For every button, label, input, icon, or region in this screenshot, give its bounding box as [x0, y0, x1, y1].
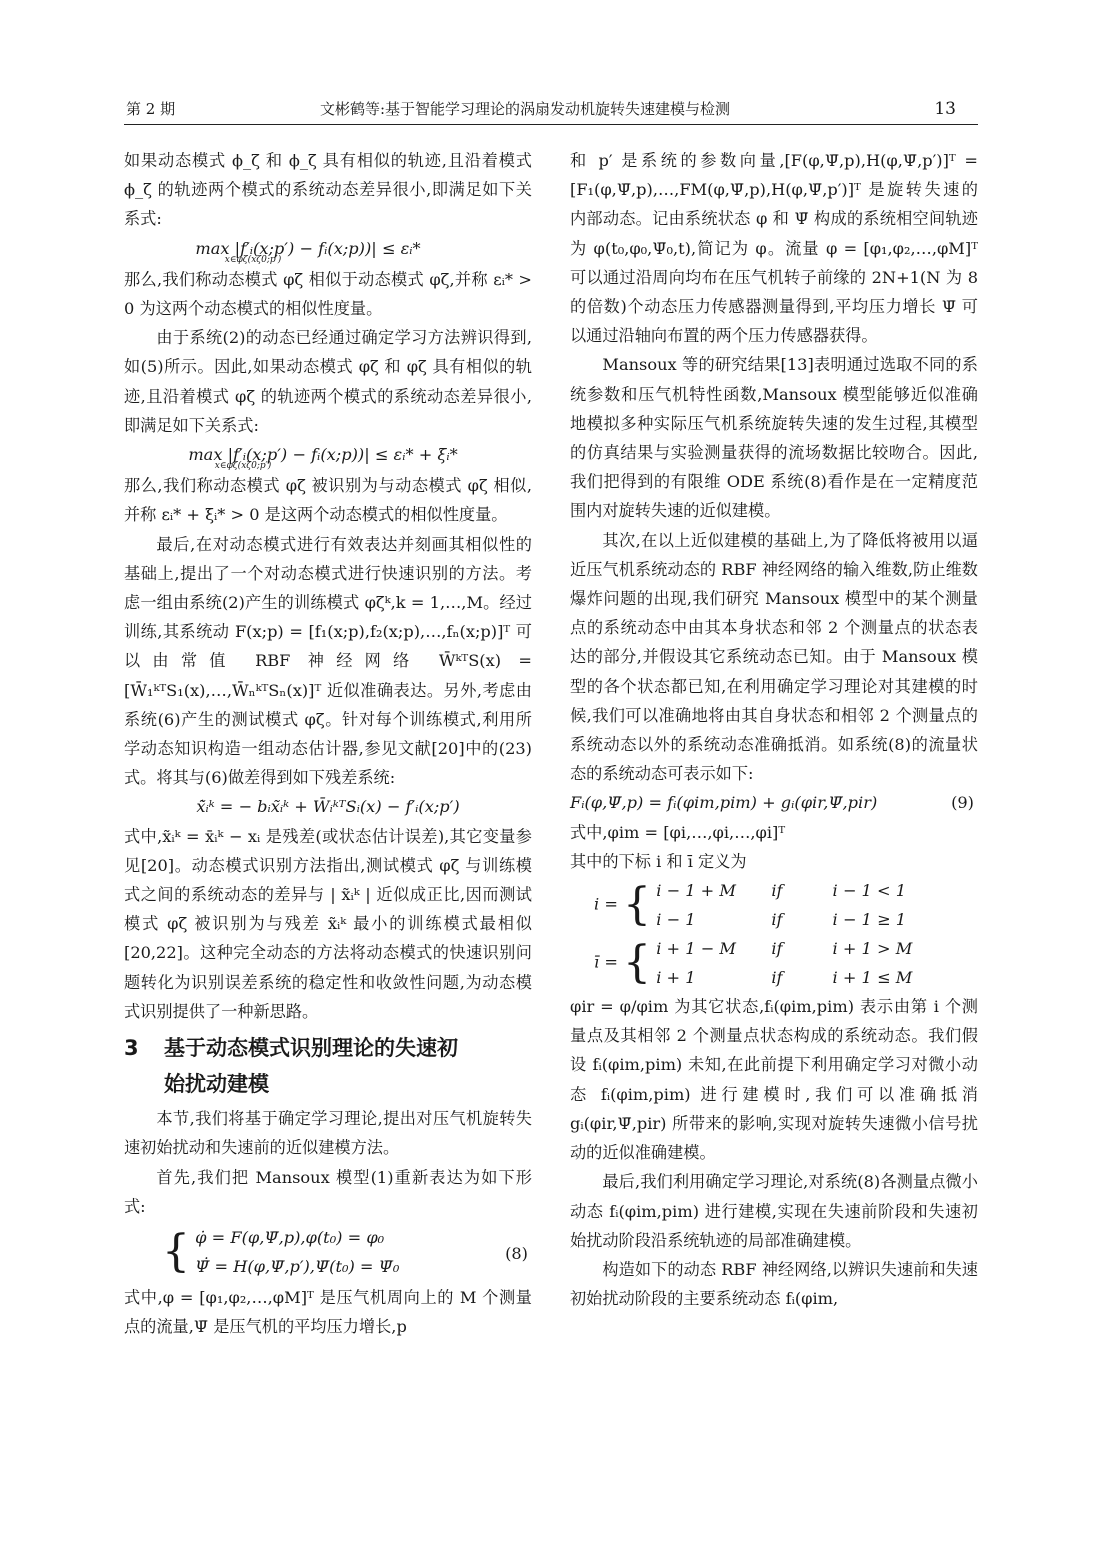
paragraph: 其次,在以上近似建模的基础上,为了降低将被用以逼近压气机系统动态的 RBF 神经网络的输入维数,防止维数爆炸问题的出现,我们研究 Mansoux 模型中的某个测量点的系统动态中由其本身状态和邻 2 个测量点的状态表达的部分,并假设其它系统动态已知。由于 Mansoux 模型的各个状态都已知,在利用确定学习理论对其建模的时候,我们可以准确地将由其自身状态和相邻 2 个测量点的系统动态以外的系统动态准确抵消。如系统(8)的流量状态的系统动态可表示如下: — [570, 530, 978, 784]
paragraph: 那么,我们称动态模式 φζ 被识别为与动态模式 φζ 相似,并称 εᵢ* + ξᵢ* > 0 是这两个动态模式的相似性度量。 — [124, 476, 532, 525]
running-header — [124, 96, 978, 125]
left-column — [124, 146, 532, 1341]
paragraph: φir = φ/φim 为其它状态,fᵢ(φim,pim) 表示由第 i 个测量点及其相邻 2 个测量点状态构成的系统动态。我们假设 fᵢ(φim,pim) 未知,在此前提下利用确定学习对微小动态 fᵢ(φim,pim) 进行建模时,我们可以准确抵消 gᵢ(φir,Ψ̄,pir) 所带来的影响,实现对旋转失速微小信号扰动的近似准确建模。 — [570, 997, 978, 1163]
paragraph: 本节,我们将基于确定学习理论,提出对压气机旋转失速初始扰动和失速前的近似建模方法。 — [124, 1109, 532, 1158]
issue-number: 第 2 期 — [126, 100, 176, 118]
section-title-line1: 基于动态模式识别理论的失速初 — [164, 1036, 458, 1061]
equation-subscript: x∈φζ(xζ0;p′) — [214, 461, 272, 472]
paragraph: 最后,我们利用确定学习理论,对系统(8)各测量点微小动态 fᵢ(φim,pim) 进行建模,实现在失速前阶段和失速初始扰动阶段沿系统轨迹的局部准确建模。 — [570, 1172, 978, 1250]
index-definition-upper: ī = { i + 1 − M i + 1 if if i + 1 > M i + 1 ≤ M — [594, 937, 913, 989]
section-title-line2: 始扰动建模 — [164, 1072, 269, 1097]
paragraph: 和 p′ 是系统的参数向量,[F(φ,Ψ̄,p),H(φ,Ψ̄,p′)]ᵀ = [F₁(φ,Ψ̄,p),…,FM(φ,Ψ̄,p),H(φ,Ψ̄,p′)]ᵀ 是旋转失速的内部动态。记由系统状态 φ 和 Ψ̄ 构成的系统相空间轨迹为 φ(t₀,φ₀,Ψ̄₀,t),简记为 φ。流量 φ = [φ₁,φ₂,…,φM]ᵀ 可以通过沿周向均布在压气机转子前缘的 2N+1(N 为 8 的倍数)个动态压力传感器测量得到,平均压力增长 Ψ̄ 可以通过沿轴向布置的两个压力传感器获得。 — [570, 151, 978, 346]
equation-number: (8) — [505, 1243, 528, 1263]
paragraph: 式中,φim = [φi,…,φi,…,φi]ᵀ — [570, 822, 786, 842]
equation-9: Fᵢ(φ,Ψ̄,p) = fᵢ(φim,pim) + gᵢ(φir,Ψ̄,pir) (9) — [570, 788, 978, 817]
paragraph: 如果动态模式 ϕ_ζ 和 ϕ_ζ 具有相似的轨迹,且沿着模式 ϕ_ζ 的轨迹两个模式的系统动态差异很小,即满足如下关系式: — [124, 151, 532, 229]
paragraph: 式中,x̃ᵢᵏ = x̄ᵢᵏ − xᵢ 是残差(或状态估计误差),其它变量参见[20]。动态模式识别方法指出,测试模式 φζ 与训练模式之间的系统动态的差异与 | x̃ᵢᵏ | 近似成正比,因而测试模式 φζ 被识别为与残差 x̃ᵢᵏ 最小的训练模式最相似[20,22]。这种完全动态的方法将动态模式的快速识别问题转化为识别误差系统的稳定性和收敛性问题,为动态模式识别提供了一种新思路。 — [124, 826, 532, 1021]
running-title: 文彬鹤等:基于智能学习理论的涡扇发动机旋转失速建模与检测 — [320, 100, 731, 118]
paragraph: 那么,我们称动态模式 φζ 相似于动态模式 φζ,并称 εᵢ* > 0 为这两个动态模式的相似性度量。 — [124, 269, 532, 319]
equation-residual: x̃̇ᵢᵏ = − bᵢx̃ᵢᵏ + W̄ᵢᵏᵀSᵢ(x) − f′ᵢ(x;p′) — [196, 797, 460, 817]
paragraph: 其中的下标 i 和 ī 定义为 — [570, 851, 747, 871]
section-number: 3 — [124, 1036, 139, 1061]
page-number: 13 — [934, 99, 956, 119]
equation-system-8: { φ̇ = F(φ,Ψ̄,p),φ(t₀) = φ₀ Ψ̄̇ = H(φ,Ψ̄,p′),Ψ̄(t₀) = Ψ̄₀ (8) — [162, 1225, 528, 1277]
equation-number: (9) — [951, 793, 974, 813]
equation-recognition: max |f′ᵢ(x;p′) − fᵢ(x;p))| ≤ εᵢ* + ξᵢ* — [188, 445, 458, 465]
right-column — [570, 146, 978, 1313]
paragraph: Mansoux 等的研究结果[13]表明通过选取不同的系统参数和压气机特性函数,Mansoux 模型能够近似准确地模拟多种实际压气机系统旋转失速的发生过程,其模型的仿真结果与实验测量获得的流场数据比较吻合。因此,我们把得到的有限维 ODE 系统(8)看作是在一定精度范围内对旋转失速的近似建模。 — [570, 355, 978, 521]
index-definition-lower: i = { i − 1 + M i − 1 if if i − 1 < 1 i − 1 ≥ 1 — [594, 879, 906, 931]
paragraph: 由于系统(2)的动态已经通过确定学习方法辨识得到,如(5)所示。因此,如果动态模式 φζ 和 φζ 具有相似的轨迹,且沿着模式 φζ 的轨迹两个模式的系统动态差异很小,即满足如下关系式: — [124, 328, 532, 435]
paragraph: 构造如下的动态 RBF 神经网络,以辨识失速前和失速初始扰动阶段的主要系统动态 fᵢ(φim, — [570, 1259, 978, 1309]
paragraph: 式中,φ = [φ₁,φ₂,…,φM]ᵀ 是压气机周向上的 M 个测量点的流量,Ψ̄ 是压气机的平均压力增长,p — [124, 1287, 532, 1337]
paragraph: 首先,我们把 Mansoux 模型(1)重新表达为如下形式: — [124, 1167, 532, 1216]
equation-subscript: x∈φζ(xζ0;p′) — [224, 254, 282, 265]
equation-similarity: max |f′ᵢ(x;p′) − fᵢ(x;p))| ≤ εᵢ* — [195, 238, 421, 258]
section-heading — [124, 1030, 532, 1102]
paragraph: 最后,在对动态模式进行有效表达并刻画其相似性的基础上,提出了一个对动态模式进行快速识别的方法。考虑一组由系统(2)产生的训练模式 φζᵏ,k = 1,…,M。经过训练,其系统动 F(x;p) = [f₁(x;p),f₂(x;p),…,fₙ(x;p)]ᵀ 可以由常值 RBF 神经网络 W̄ᵏᵀS(x) = [W̄₁ᵏᵀS₁(x),…,W̄ₙᵏᵀSₙ(x)]ᵀ 近似准确表达。另外,考虑由系统(6)产生的测试模式 φζ。针对每个训练模式,利用所学动态知识构造一组动态估计器,参见文献[20]中的(23)式。将其与(6)做差得到如下残差系统: — [124, 534, 532, 788]
